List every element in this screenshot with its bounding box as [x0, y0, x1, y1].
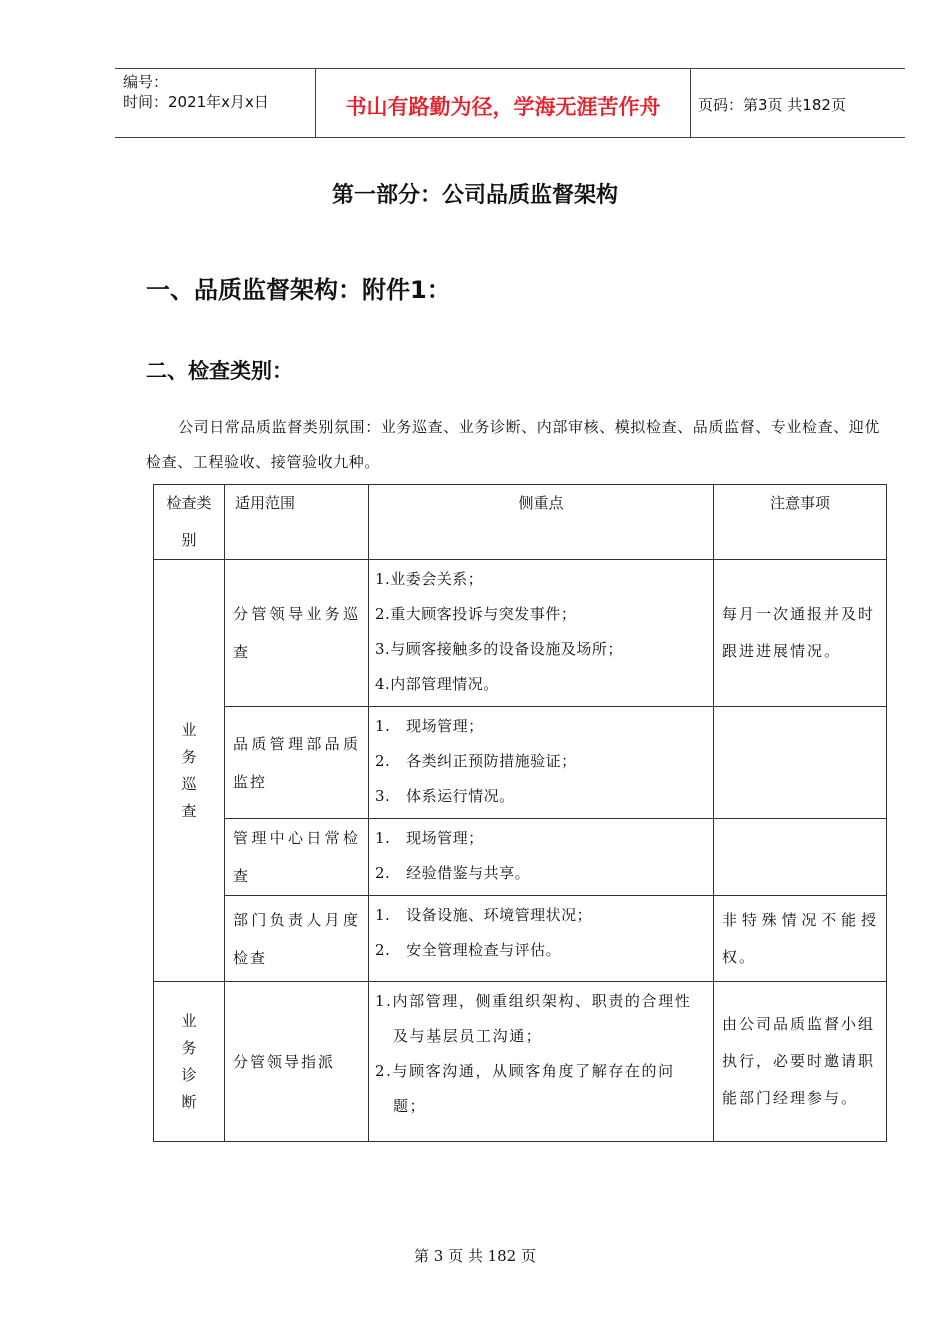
page-header	[115, 68, 905, 138]
focus-point: 1. 设备设施、环境管理状况；	[375, 906, 593, 924]
focus-cell	[369, 707, 714, 819]
scope-cell	[225, 896, 369, 982]
note-cell	[714, 982, 887, 1142]
category-char: 诊	[181, 1065, 197, 1084]
header-category-line1: 检查类	[166, 494, 212, 512]
scope-line: 检查	[233, 948, 268, 967]
category-char: 业	[181, 720, 197, 739]
intro-paragraph: 公司日常品质监督类别氛围：业务巡查、业务诊断、内部审核、模拟检查、品质监督、专业检查、迎优检查、工程验收、接管验收九种。	[146, 418, 881, 471]
scope-cell	[225, 560, 369, 707]
section-heading-structure: 一、品质监督架构：附件1：	[146, 276, 451, 304]
scope-line: 品质管理部品质	[233, 734, 360, 753]
scope-cell	[225, 982, 369, 1142]
header-page-number: 页码：第3页 共182页	[698, 96, 846, 114]
scope-line: 分管领导业务巡	[233, 605, 360, 623]
note-line: 权。	[722, 947, 757, 966]
category-char: 务	[181, 747, 197, 766]
focus-cell	[369, 982, 714, 1142]
header-page-cell	[690, 69, 905, 137]
header-motto-cell	[315, 69, 691, 137]
table-row	[154, 707, 887, 819]
category-char: 业	[181, 1011, 197, 1030]
focus-point: 2.与顾客沟通，从顾客角度了解存在的问题；	[375, 1062, 675, 1115]
header-focus: 侧重点	[369, 485, 714, 560]
focus-point: 1.业委会关系；	[375, 570, 484, 588]
note-cell	[714, 896, 887, 982]
scope-cell	[225, 819, 369, 896]
note-cell	[714, 819, 887, 896]
header-category	[154, 485, 225, 560]
inspection-categories-table	[153, 484, 887, 1142]
focus-point: 1.内部管理，侧重组织架构、职责的合理性及与基层员工沟通；	[375, 992, 692, 1045]
note-line: 由公司品质监督小组	[722, 1015, 876, 1033]
table-row	[154, 560, 887, 707]
document-time-label: 时间：2021年x月x日	[123, 93, 269, 111]
header-motto: 书山有路勤为径，学海无涯苦作舟	[345, 95, 661, 119]
note-line: 能部门经理参与。	[722, 1089, 859, 1107]
scope-line: 查	[233, 867, 251, 885]
document-number-label: 编号：	[123, 73, 169, 91]
note-line: 每月一次通报并及时	[722, 605, 876, 623]
header-notes: 注意事项	[714, 485, 887, 560]
focus-point: 2. 各类纠正预防措施验证；	[375, 752, 577, 770]
table-row	[154, 982, 887, 1142]
header-category-line2: 别	[181, 531, 197, 549]
focus-point: 2. 经验借鉴与共享。	[375, 864, 531, 882]
note-line: 执行，必要时邀请职	[722, 1052, 876, 1070]
focus-point: 4.内部管理情况。	[375, 675, 499, 693]
header-scope: 适用范围	[225, 485, 369, 560]
scope-line: 分管领导指派	[233, 1052, 336, 1071]
page-footer: 第 3 页 共 182 页	[413, 1247, 536, 1265]
note-cell	[714, 707, 887, 819]
focus-cell	[369, 819, 714, 896]
scope-line: 部门负责人月度	[233, 910, 360, 929]
focus-point: 1. 现场管理；	[375, 829, 484, 847]
table-row	[154, 896, 887, 982]
category-char: 务	[181, 1038, 197, 1057]
header-meta-cell	[115, 69, 315, 137]
category-char: 巡	[181, 774, 197, 793]
focus-point: 2. 安全管理检查与评估。	[375, 941, 562, 959]
table-row	[154, 819, 887, 896]
category-char: 断	[181, 1092, 197, 1111]
note-line: 非特殊情况不能授	[722, 910, 878, 929]
category-cell-business-patrol	[154, 560, 225, 982]
scope-cell	[225, 707, 369, 819]
focus-point: 3.与顾客接触多的设备设施及场所；	[375, 640, 623, 658]
scope-line: 查	[233, 643, 251, 661]
focus-point: 1. 现场管理；	[375, 717, 484, 735]
focus-point: 2.重大顾客投诉与突发事件；	[375, 605, 577, 623]
category-char: 查	[181, 801, 197, 820]
category-cell-business-diagnosis	[154, 982, 225, 1142]
note-line: 跟进进展情况。	[722, 642, 842, 660]
focus-cell	[369, 896, 714, 982]
focus-point: 3. 体系运行情况。	[375, 787, 515, 805]
table-header-row	[154, 485, 887, 560]
scope-line: 管理中心日常检	[233, 829, 360, 847]
section-heading-categories: 二、检查类别：	[146, 359, 293, 383]
part-title: 第一部分：公司品质监督架构	[331, 183, 618, 208]
scope-line: 监控	[233, 772, 268, 791]
note-cell	[714, 560, 887, 707]
focus-cell	[369, 560, 714, 707]
